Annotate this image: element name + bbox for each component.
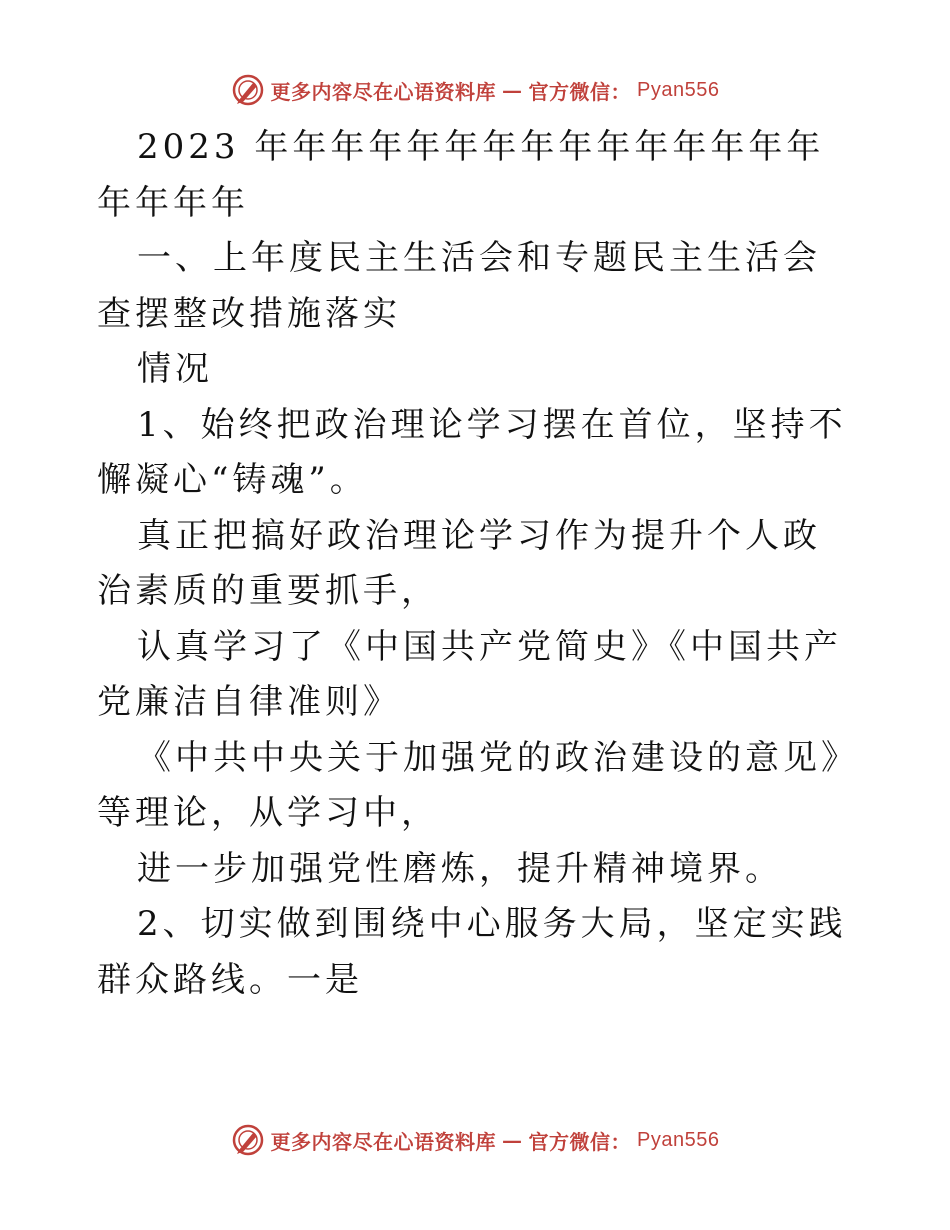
- pen-logo-icon: [231, 1123, 265, 1157]
- banner-official-text: 官方微信：: [528, 1129, 632, 1154]
- paragraph-point-2: 2、切实做到围绕中心服务大局，坚定实践群众路线。一是: [97, 904, 847, 1000]
- banner-site-text: 更多内容尽在心语资料库: [270, 1129, 497, 1154]
- banner-wechat-id: Pyan556: [637, 1128, 720, 1151]
- banner-dash: —: [502, 78, 523, 102]
- paragraph: 真正把搞好政治理论学习作为提升个人政治素质的重要抓手，: [97, 515, 821, 611]
- header-banner: [0, 70, 950, 110]
- banner-official-text: 官方微信：: [528, 79, 632, 104]
- paragraph-section-heading: 一、上年度民主生活会和专题民主生活会查摆整改措施落实: [97, 238, 821, 334]
- banner-wechat-id: Pyan556: [637, 78, 720, 101]
- pen-logo-icon: [231, 73, 265, 107]
- footer-banner: [0, 1120, 950, 1160]
- banner-dash: —: [502, 1128, 523, 1152]
- paragraph: 进一步加强党性磨炼，提升精神境界。: [137, 848, 783, 889]
- document-body: [97, 120, 857, 1008]
- paragraph-point-1: 1、始终把政治理论学习摆在首位，坚持不懈凝心“铸魂”。: [97, 404, 847, 500]
- banner-site-text: 更多内容尽在心语资料库: [270, 79, 497, 104]
- paragraph: 认真学习了《中国共产党简史》《中国共产党廉洁自律准则》: [97, 626, 842, 722]
- paragraph: 情况: [137, 349, 213, 389]
- paragraph-title: 2023 年年年年年年年年年年年年年年年年年年年: [97, 127, 825, 223]
- paragraph: 《中共中央关于加强党的政治建设的意见》等理论，从学习中，: [97, 737, 842, 833]
